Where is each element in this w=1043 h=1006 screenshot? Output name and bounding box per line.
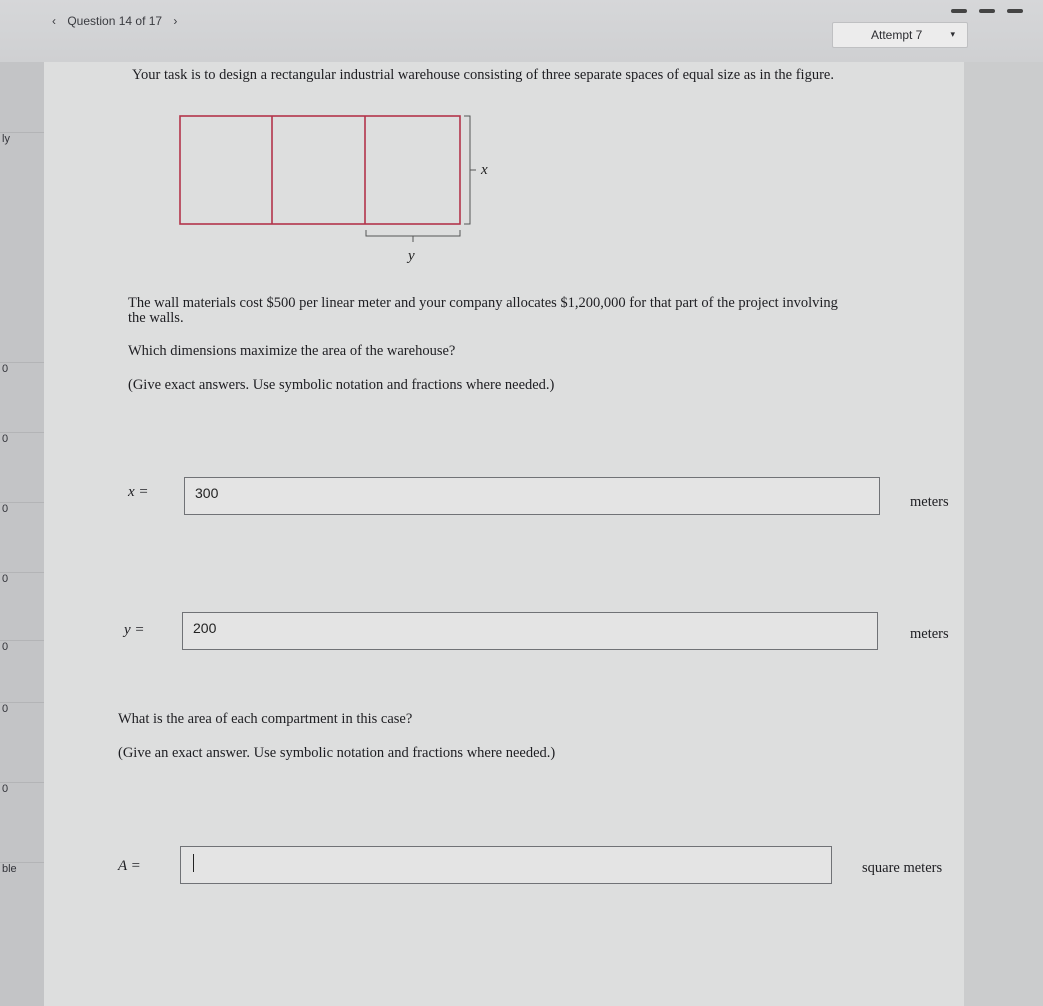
sidebar-item[interactable]: 0 [0,432,44,445]
previous-question-button[interactable]: ‹ [52,14,56,28]
x-dimension-label: x [481,162,488,178]
area-prompt: What is the area of each compartment in this case? [118,711,413,727]
attempt-label: Attempt 7 [871,28,923,42]
question-panel [44,62,964,1006]
warehouse-outer-wall [180,116,460,224]
x-dimension-bracket [464,116,470,224]
dimensions-hint: (Give exact answers. Use symbolic notation and fractions where needed.) [128,377,555,393]
chevron-down-icon: ▾ [950,29,955,39]
y-dimension-label: y [408,248,415,264]
warehouse-outline [180,116,460,224]
x-answer-value: 300 [195,485,219,501]
question-navigation [44,14,185,28]
sidebar-item[interactable]: ble [0,862,44,875]
y-answer-value: 200 [193,620,217,636]
next-question-button[interactable]: › [173,14,178,28]
y-unit: meters [910,626,949,642]
text-cursor [193,854,194,872]
area-answer-input[interactable] [180,846,832,884]
x-answer-input[interactable] [184,477,880,515]
sidebar-item[interactable]: 0 [0,640,44,653]
area-unit: square meters [862,860,943,876]
y-dimension-bracket [366,230,460,236]
attempt-dropdown[interactable] [832,22,968,48]
right-margin [964,62,1043,1006]
question-list-sidebar [0,62,44,1006]
top-bar [0,0,1043,62]
sidebar-item[interactable]: 0 [0,572,44,585]
window-control-mark [1007,9,1023,13]
sidebar-item[interactable]: 0 [0,502,44,515]
cost-statement-line1: The wall materials cost $500 per linear meter and your company allocates $1,200,000 for that part of the project involving [128,295,838,311]
warehouse-figure [174,110,504,270]
y-answer-input[interactable] [182,612,878,650]
sidebar-item[interactable]: 0 [0,362,44,375]
cost-statement-line2: the walls. [128,310,184,326]
dimensions-prompt: Which dimensions maximize the area of the warehouse? [128,343,456,359]
window-controls [943,0,1023,18]
window-control-mark [951,9,967,13]
sidebar-item[interactable]: 0 [0,782,44,795]
area-label: A = [118,858,141,874]
question-counter: Question 14 of 17 [67,14,163,28]
question-intro: Your task is to design a rectangular industrial warehouse consisting of three separate spaces of equal size as in the figure. [132,67,834,83]
area-hint: (Give an exact answer. Use symbolic notation and fractions where needed.) [118,745,556,761]
x-label: x = [128,484,149,500]
x-unit: meters [910,494,949,510]
window-control-mark [979,9,995,13]
sidebar-item[interactable]: 0 [0,702,44,715]
sidebar-item[interactable]: ly [0,132,44,145]
y-label: y = [124,622,145,638]
